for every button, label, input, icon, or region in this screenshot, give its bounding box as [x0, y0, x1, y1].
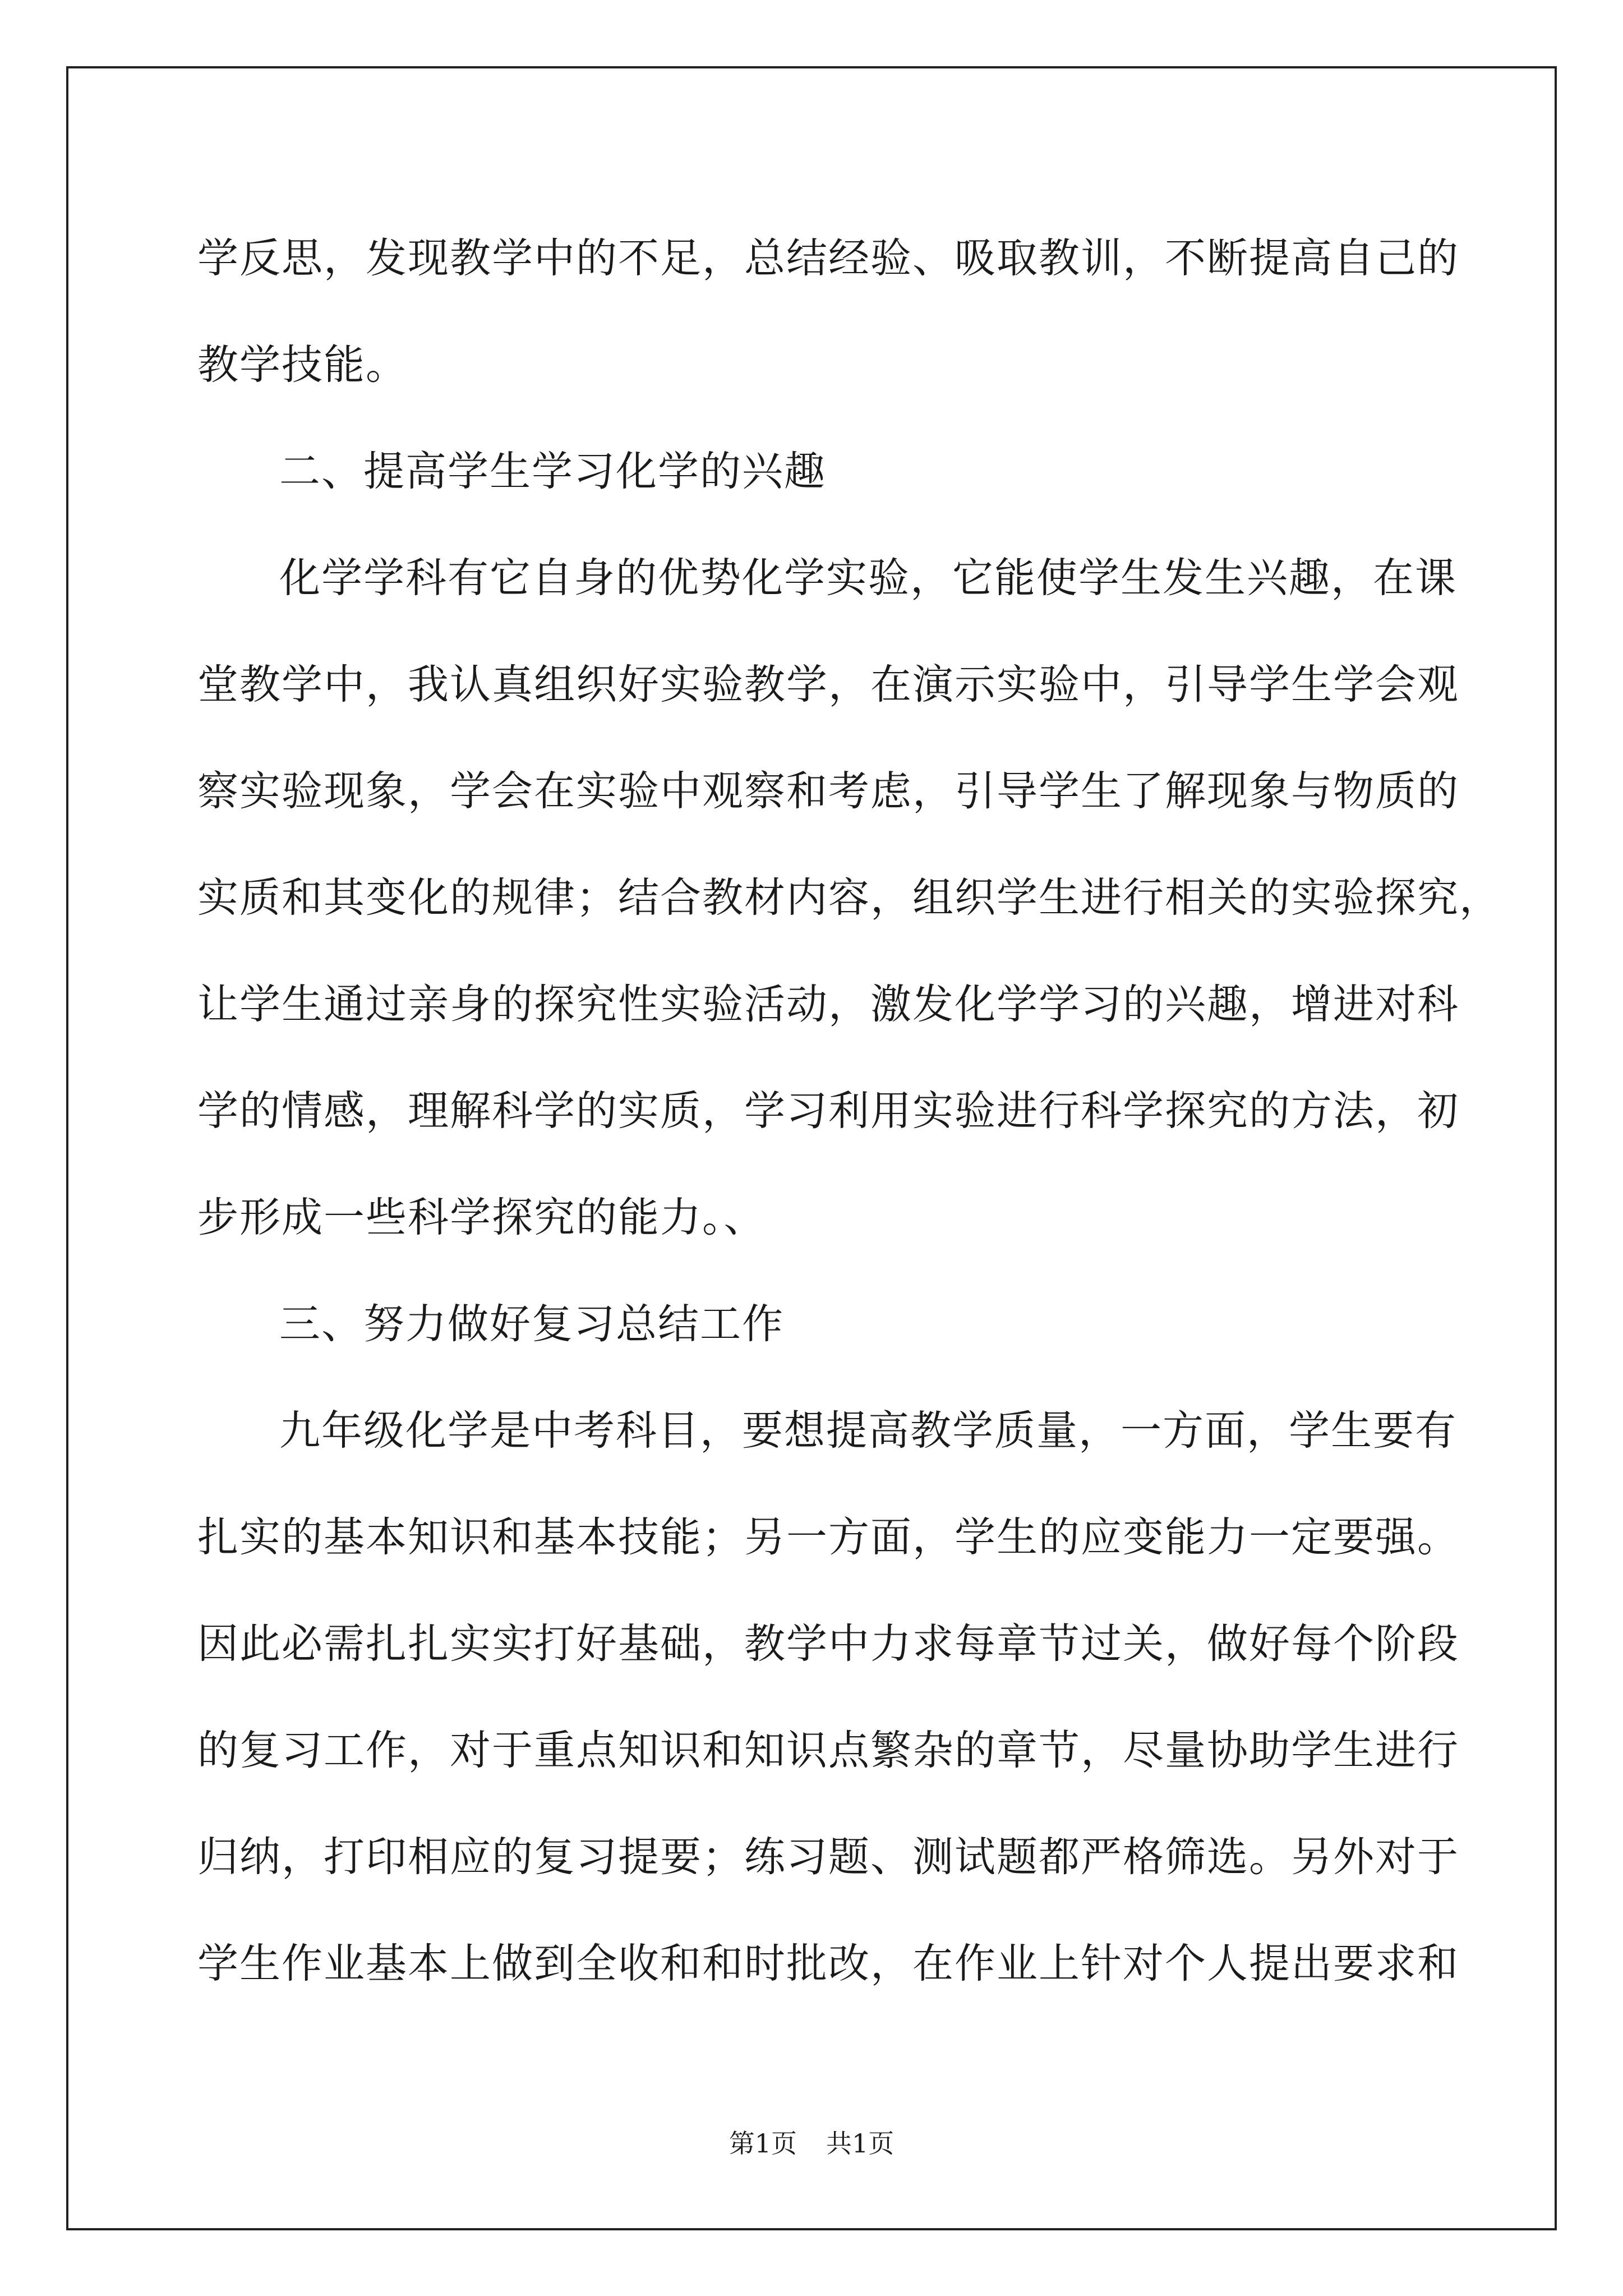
text-line: 因此必需扎扎实实打好基础，教学中力求每章节过关，做好每个阶段 — [197, 1620, 1459, 1668]
text-line: 扎实的基本知识和基本技能；另一方面，学生的应变能力一定要强。 — [197, 1513, 1459, 1561]
text-line: 实质和其变化的规律；结合教材内容，组织学生进行相关的实验探究， — [197, 874, 1501, 922]
text-line: 学反思，发现教学中的不足，总结经验、吸取教训，不断提高自己的 — [197, 234, 1459, 282]
text-line: 步形成一些科学探究的能力。、 — [197, 1194, 766, 1241]
section-heading: 二、提高学生学习化学的兴趣 — [279, 448, 826, 495]
text-line: 让学生通过亲身的探究性实验活动，激发化学学习的兴趣，增进对科 — [197, 981, 1459, 1028]
text-line: 教学技能。 — [197, 341, 408, 389]
text-line: 堂教学中，我认真组织好实验教学，在演示实验中，引导学生学会观 — [197, 661, 1459, 708]
text-line: 学的情感，理解科学的实质，学习利用实验进行科学探究的方法，初 — [197, 1087, 1459, 1135]
paragraph-start: 化学学科有它自身的优势化学实验，它能使学生发生兴趣，在课 — [279, 554, 1457, 602]
paragraph-start: 九年级化学是中考科目，要想提高教学质量，一方面，学生要有 — [279, 1407, 1457, 1455]
page-footer — [0, 2123, 1623, 2160]
text-line: 学生作业基本上做到全收和和时批改，在作业上针对个人提出要求和 — [197, 1940, 1459, 1987]
text-line: 的复习工作，对于重点知识和知识点繁杂的章节，尽量协助学生进行 — [197, 1727, 1459, 1774]
document-body — [197, 205, 1501, 2017]
text-line: 察实验现象，学会在实验中观察和考虑，引导学生了解现象与物质的 — [197, 767, 1459, 815]
page-number: 第1页 — [728, 2128, 797, 2159]
text-line: 归纳，打印相应的复习提要；练习题、测试题都严格筛选。另外对于 — [197, 1833, 1459, 1881]
section-heading: 三、努力做好复习总结工作 — [279, 1300, 784, 1348]
page-total: 共1页 — [826, 2128, 895, 2159]
